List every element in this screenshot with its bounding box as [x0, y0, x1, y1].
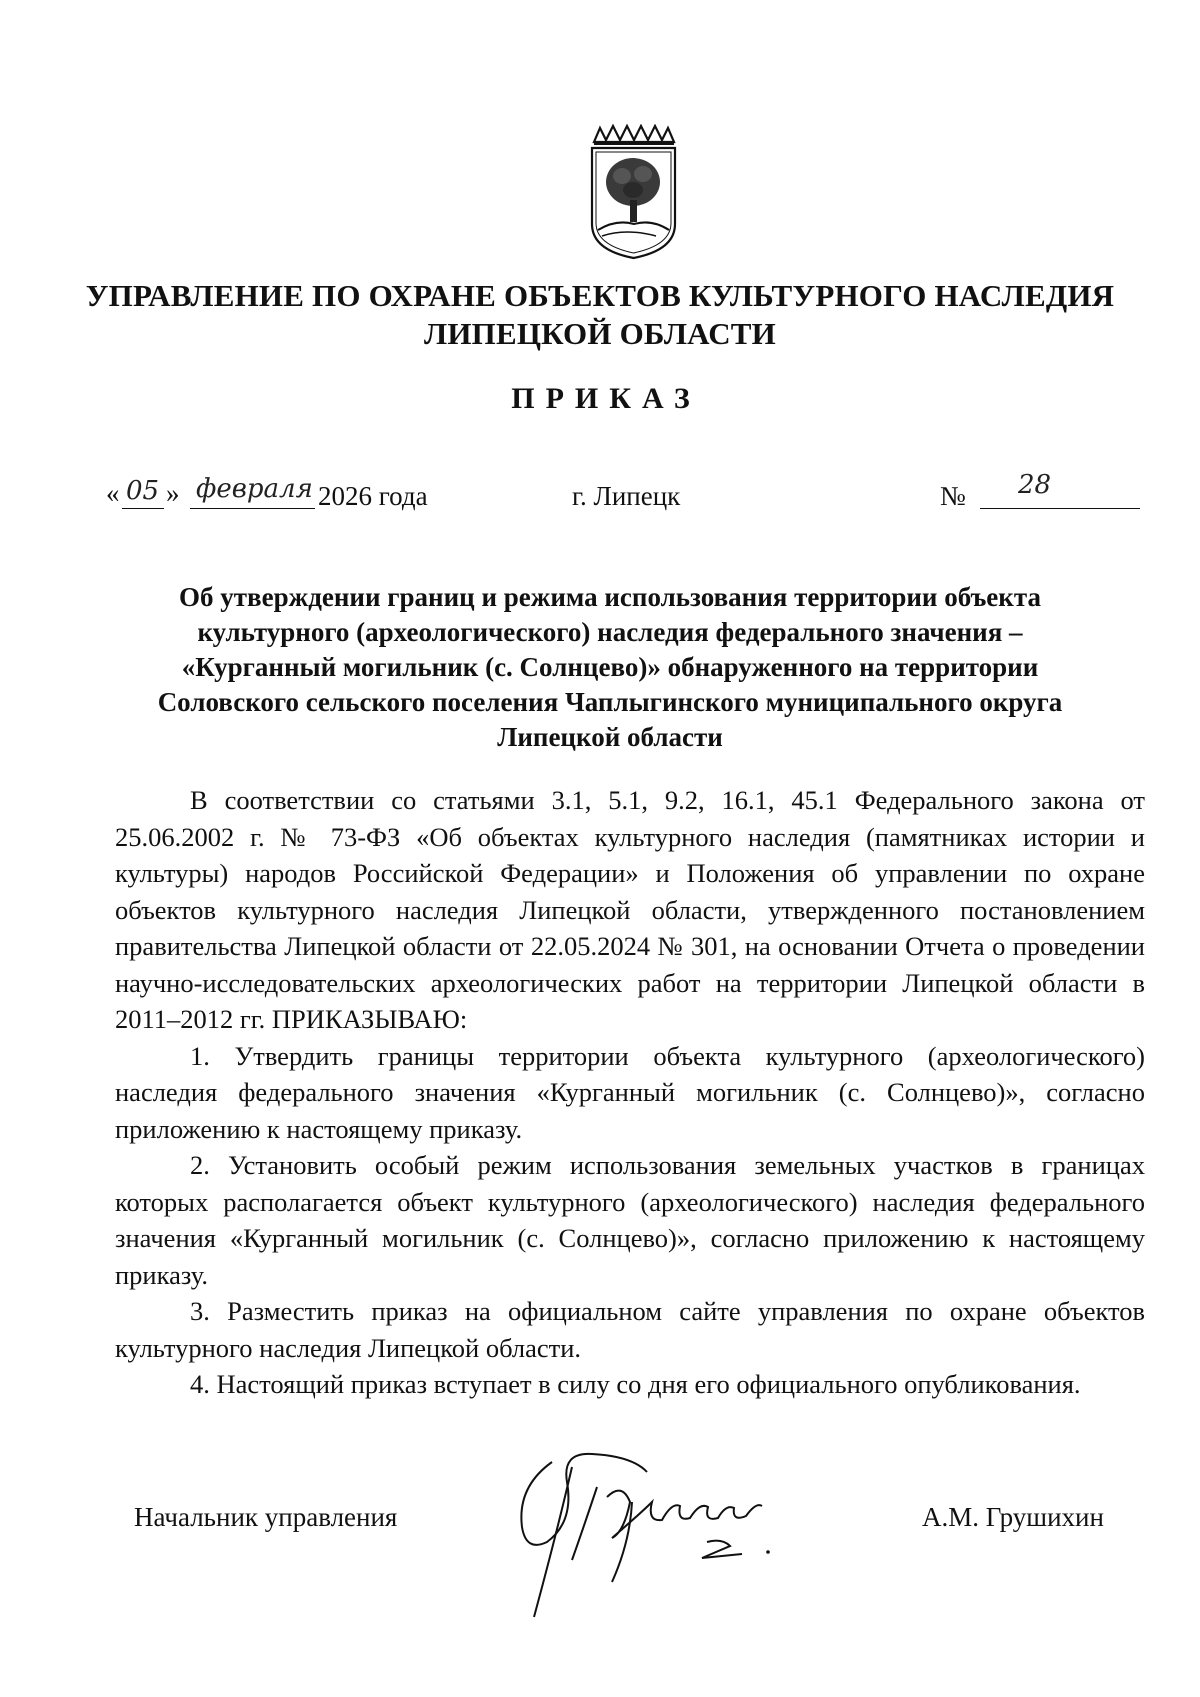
order-item-1: 1. Утвердить границы территории объекта культурного (археологического) наследия федерального значения «Курганный могильник (с. Солнцево)», согласно приложению к настоящему приказу. — [115, 1040, 1145, 1144]
date-open-quote: « — [106, 478, 120, 508]
order-title-line: культурного (археологического) наследия федерального значения – — [197, 617, 1023, 647]
date-month-handwritten: февраля — [196, 474, 313, 504]
preamble-paragraph: В соответствии со статьями 3.1, 5.1, 9.2, 16.1, 45.1 Федерального закона от 25.06.2002 г. № 73-ФЗ «Об объектах культурного наследия (памятниках истории и культуры) народов Российской Федерации» и Положения об управлении по охране объектов культурного наследия Липецкой области, утвержденного постановлением правительства Липецкой области от 22.05.2024 № 301, на основании Отчета о проведении научно-исследовательских археологических работ на территории Липецкой области в 2011–2012 гг. ПРИКАЗЫВАЮ: — [115, 785, 1145, 1034]
date-year-text: 2026 года — [318, 481, 428, 511]
date-day-underline — [122, 508, 164, 509]
coat-of-arms-emblem — [586, 124, 681, 260]
order-title-line: «Курганный могильник (с. Солнцево)» обнаруженного на территории — [181, 652, 1039, 682]
date-month-underline — [190, 508, 315, 509]
order-item-2: 2. Установить особый режим использования земельных участков в границах которых располагается объект культурного (археологического) наследия федерального значения «Курганный могильник (с. Солнцево)», согласно приложению к настоящему приказу. — [115, 1150, 1145, 1290]
organization-name-line1: УПРАВЛЕНИЕ ПО ОХРАНЕ ОБЪЕКТОВ КУЛЬТУРНОГО НАСЛЕДИЯ — [85, 278, 1115, 313]
organization-name-line2: ЛИПЕЦКОЙ ОБЛАСТИ — [424, 316, 776, 351]
document-type-heading: ПРИКАЗ — [511, 382, 701, 415]
signatory-name: А.М. Грушихин — [922, 1502, 1104, 1532]
order-body — [115, 782, 1145, 1403]
order-title — [110, 580, 1110, 755]
order-number-underline — [980, 508, 1140, 509]
order-item-4: 4. Настоящий приказ вступает в силу со дня его официального опубликования. — [190, 1369, 1081, 1399]
order-title-line: Об утверждении границ и режима использования территории объекта — [179, 582, 1041, 612]
date-close-quote: » — [166, 478, 180, 508]
date-day-handwritten: 05 — [126, 476, 160, 506]
number-label: № — [940, 481, 966, 511]
order-title-line: Соловского сельского поселения Чаплыгинского муниципального округа — [157, 687, 1063, 717]
order-number-handwritten: 28 — [1018, 470, 1052, 500]
handwritten-signature — [512, 1442, 832, 1627]
order-item-3: 3. Разместить приказ на официальном сайте управления по охране объектов культурного наследия Липецкой области. — [115, 1296, 1145, 1363]
order-title-line: Липецкой области — [497, 722, 723, 752]
city-text: г. Липецк — [572, 481, 681, 511]
signatory-position: Начальник управления — [134, 1502, 398, 1532]
